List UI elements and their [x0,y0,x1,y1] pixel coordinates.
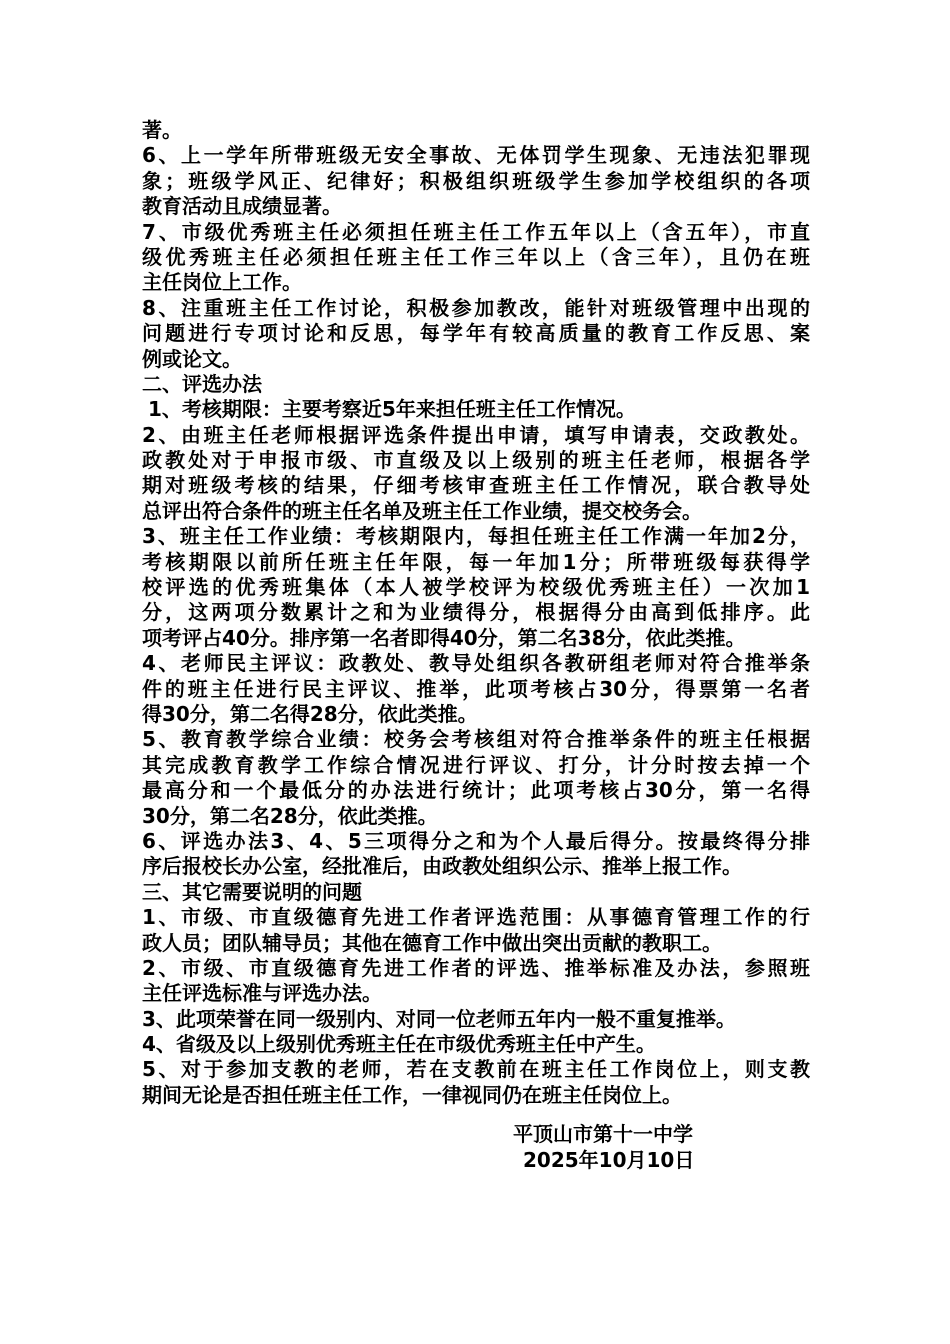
text-line: 问题进行专项讨论和反思，每学年有较高质量的教育工作反思、案 [142,321,810,346]
text-line: 最高分和一个最低分的办法进行统计；此项考核占30分，第一名得 [142,778,810,803]
text-line: 1、市级、市直级德育先进工作者评选范围：从事德育管理工作的行 [142,905,810,930]
text-line: 3、班主任工作业绩：考核期限内，每担任班主任工作满一年加2分， [142,524,810,549]
text-line: 级优秀班主任必须担任班主任工作三年以上（含三年），且仍在班 [142,244,810,269]
text-line: 例或论文。 [142,346,242,371]
text-line: 30分，第二名28分，依此类推。 [142,803,438,828]
text-line: 著。 [142,118,182,142]
text-line: 校评选的优秀班集体（本人被学校评为校级优秀班主任）一次加1 [142,575,810,600]
text-line: 2、由班主任老师根据评选条件提出申请，填写申请表，交政教处。 [142,422,810,447]
text-line: 序后报校长办公室，经批准后，由政教处组织公示、推举上报工作。 [142,854,742,879]
text-line: 5、对于参加支教的老师，若在支教前在班主任工作岗位上，则支教 [142,1057,810,1082]
text-line: 8、注重班主任工作讨论，积极参加教改，能针对班级管理中出现的 [142,295,810,320]
text-line: 件的班主任进行民主评议、推举，此项考核占30分，得票第一名者 [142,676,810,701]
text-line: 政人员；团队辅导员；其他在德育工作中做出突出贡献的教职工。 [142,930,722,955]
text-line: 其完成教育教学工作综合情况进行评议、打分，计分时按去掉一个 [142,752,810,777]
text-line: 期对班级考核的结果，仔细考核审查班主任工作情况，联合教导处 [142,473,810,498]
text-line: 1、考核期限：主要考察近5年来担任班主任工作情况。 [148,397,636,422]
section-heading: 三、其它需要说明的问题 [142,879,362,904]
text-line: 政教处对于申报市级、市直级及以上级别的班主任老师，根据各学 [142,448,810,473]
text-line: 主任评选标准与评选办法。 [142,981,382,1006]
text-line: 7、市级优秀班主任必须担任班主任工作五年以上（含五年），市直 [142,219,810,244]
text-line: 4、省级及以上级别优秀班主任在市级优秀班主任中产生。 [142,1032,656,1057]
text-line: 象；班级学风正、纪律好；积极组织班级学生参加学校组织的各项 [142,168,810,193]
text-line: 考核期限以前所任班主任年限，每一年加1分；所带班级每获得学 [142,549,810,574]
text-line: 4、老师民主评议：政教处、教导处组织各教研组老师对符合推举条 [142,651,810,676]
document-body [142,118,810,1108]
text-line: 2、市级、市直级德育先进工作者的评选、推举标准及办法，参照班 [142,955,810,980]
section-heading: 二、评选办法 [142,371,262,396]
text-line: 分，这两项分数累计之和为业绩得分，根据得分由高到低排序。此 [142,600,810,625]
signature-date: 2025年10月10日 [523,1148,695,1172]
text-line: 总评出符合条件的班主任名单及班主任工作业绩，提交校务会。 [142,498,702,523]
text-line: 教育活动且成绩显著。 [142,194,342,219]
signature-block [513,1121,733,1173]
signature-organization: 平顶山市第十一中学 [513,1122,693,1146]
text-line: 6、上一学年所带班级无安全事故、无体罚学生现象、无违法犯罪现 [142,143,810,168]
text-line: 项考评占40分。排序第一名者即得40分，第二名38分，依此类推。 [142,625,746,650]
text-line: 5、教育教学综合业绩：校务会考核组对符合推举条件的班主任根据 [142,727,810,752]
text-line: 6、评选办法3、4、5三项得分之和为个人最后得分。按最终得分排 [142,828,810,853]
text-line: 3、此项荣誉在同一级别内、对同一位老师五年内一般不重复推举。 [142,1006,736,1031]
text-line: 得30分，第二名得28分，依此类推。 [142,701,478,726]
text-line: 主任岗位上工作。 [142,270,302,295]
text-line: 期间无论是否担任班主任工作，一律视同仍在班主任岗位上。 [142,1082,682,1107]
